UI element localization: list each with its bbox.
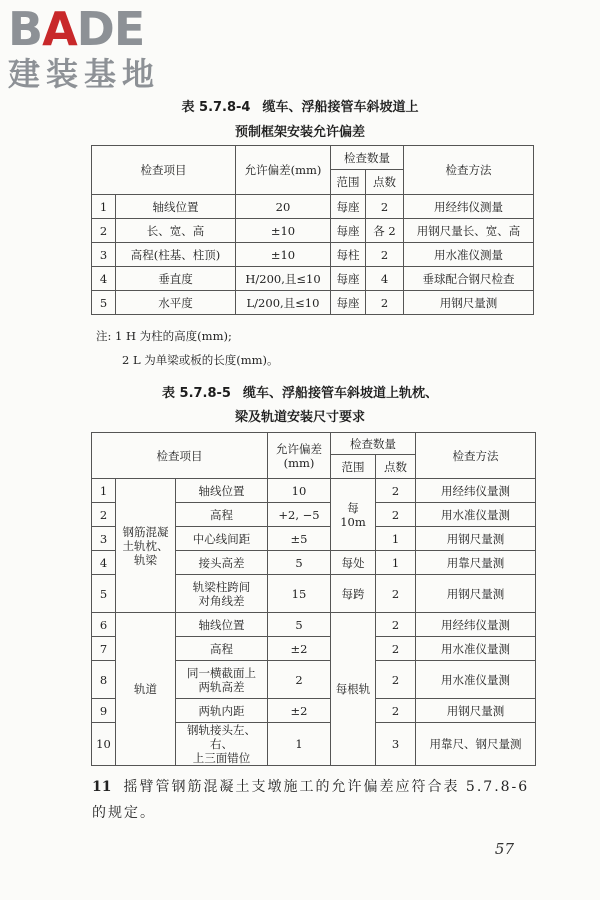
table1-header-method: 检查方法 xyxy=(404,146,534,195)
table2-group-rail: 轨道 xyxy=(116,613,176,766)
table-row: 4 垂直度 H/200,且≤10 每座 4 垂球配合钢尺检查 xyxy=(92,267,534,291)
table2 xyxy=(91,432,536,766)
note-2: 2 L 为单梁或板的长度(mm)。 xyxy=(122,353,279,367)
note-1: 注: 1 H 为柱的高度(mm); xyxy=(96,329,232,343)
table2-header-tolerance: 允许偏差 (mm) xyxy=(268,433,331,479)
table-row: 2 长、宽、高 ±10 每座 各 2 用钢尺量长、宽、高 xyxy=(92,219,534,243)
table2-caption-line1: 表 5.7.8-5 缆车、浮船接管车斜坡道上轨枕、 xyxy=(162,386,438,401)
table2-range-per-joint: 每处 xyxy=(331,551,376,575)
table-row: 3 高程(柱基、柱顶) ±10 每柱 2 用水准仪测量 xyxy=(92,243,534,267)
table1-header-tolerance: 允许偏差(mm) xyxy=(236,146,331,195)
table2-header-quantity: 检查数量 xyxy=(331,433,416,455)
logo-subtitle: 建装基地 xyxy=(8,55,161,93)
table1-header-range: 范围 xyxy=(331,170,366,195)
table1-header-quantity: 检查数量 xyxy=(331,146,404,170)
table1-notes xyxy=(96,324,279,372)
logo xyxy=(8,2,178,98)
table-row: 5 水平度 L/200,且≤10 每座 2 用钢尺量测 xyxy=(92,291,534,315)
table2-header-range: 范围 xyxy=(331,455,376,479)
table-row: 6 轨道 轴线位置 5 每根轨 2 用经纬仪量测 xyxy=(92,613,536,637)
table2-header-points: 点数 xyxy=(376,455,416,479)
table1-header-item: 检查项目 xyxy=(92,146,236,195)
table2-caption-line2: 梁及轨道安装尺寸要求 xyxy=(234,410,365,425)
logo-wordmark: BADE xyxy=(8,2,145,56)
table-row: 10 钢轨接头左、右、 上三面错位 1 3 用靠尺、钢尺量测 xyxy=(92,723,536,766)
table2-range-per-rail: 每根轨 xyxy=(331,613,376,766)
table-row: 8 同一横截面上 两轨高差 2 2 用水准仪量测 xyxy=(92,661,536,699)
table1-caption-line2: 预制框架安装允许偏差 xyxy=(234,125,365,140)
table1 xyxy=(91,145,534,315)
table2-group-concrete: 钢筋混凝 土轨枕、 轨梁 xyxy=(116,479,176,613)
clause-11: 11 摇臂管钢筋混凝土支墩施工的允许偏差应符合表 5.7.8-6 的规定。 xyxy=(92,779,530,821)
table1-caption-line1: 表 5.7.8-4 缆车、浮船接管车斜坡道上 xyxy=(181,100,419,115)
table-row: 5 轨梁柱跨间 对角线差 15 每跨 2 用钢尺量测 xyxy=(92,575,536,613)
table2-header-method: 检查方法 xyxy=(416,433,536,479)
table-row: 3 中心线间距 ±5 1 用钢尺量测 xyxy=(92,527,536,551)
table-row: 7 高程 ±2 2 用水准仪量测 xyxy=(92,637,536,661)
table-row: 2 高程 +2, −5 2 用水准仪量测 xyxy=(92,503,536,527)
table2-header-item: 检查项目 xyxy=(92,433,268,479)
table-row: 1 轴线位置 20 每座 2 用经纬仪测量 xyxy=(92,195,534,219)
table1-header-points: 点数 xyxy=(366,170,404,195)
table2-range-per-span: 每跨 xyxy=(331,575,376,613)
page-number: 57 xyxy=(494,840,514,858)
table2-range-per-10m: 每 10m xyxy=(331,479,376,551)
table-row: 4 接头高差 5 每处 1 用靠尺量测 xyxy=(92,551,536,575)
table-row: 1 钢筋混凝 土轨枕、 轨梁 轴线位置 10 每 10m 2 用经纬仪量测 xyxy=(92,479,536,503)
table-row: 9 两轨内距 ±2 2 用钢尺量测 xyxy=(92,699,536,723)
